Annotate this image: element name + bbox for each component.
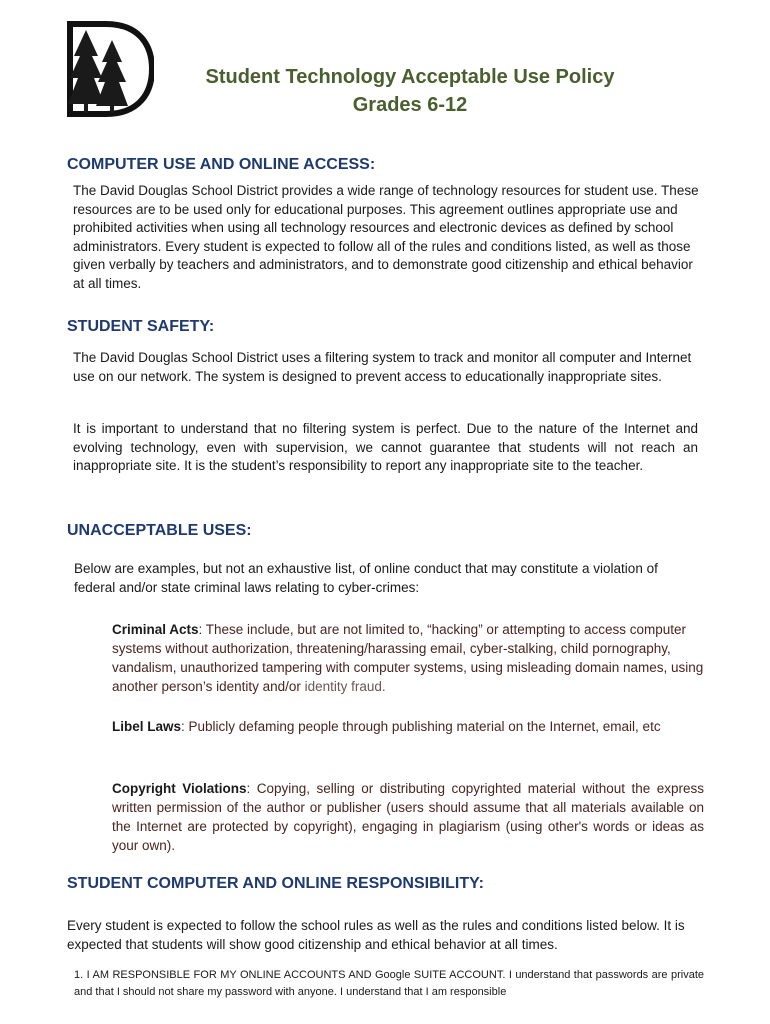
responsibility-item-1: 1. I AM RESPONSIBLE FOR MY ONLINE ACCOUNTS AND Google SUITE ACCOUNT. I understand that passwords are private and that I should not share my password with anyone. I understand that I am responsible	[74, 969, 704, 998]
responsibility-body: Every student is expected to follow the school rules as well as the rules and conditions listed below. It is expected that students will show good citizenship and ethical behavior at all times.	[67, 918, 685, 952]
criminal-acts-label: Criminal Acts	[112, 622, 199, 637]
heading-responsibility: STUDENT COMPUTER AND ONLINE RESPONSIBILITY:	[67, 875, 484, 892]
title-block	[160, 63, 660, 119]
heading-student-safety: STUDENT SAFETY:	[67, 318, 215, 335]
page-title: Student Technology Acceptable Use Policy	[205, 66, 615, 88]
libel-laws-label: Libel Laws	[112, 719, 182, 734]
unacceptable-intro: Below are examples, but not an exhaustive list, of online conduct that may constitute a violation of federal and/or state criminal laws relating to cyber-crimes:	[74, 561, 658, 595]
libel-laws-item	[112, 717, 672, 736]
criminal-acts-text: : These include, but are not limited to, “hacking” or attempting to access computer systems without authorization, threatening/harassing email, cyber-stalking, child pornography, vandalism, unauthorized tampering with computer systems, using misleading domain names, using another person’s identity and/or	[112, 622, 704, 694]
computer-use-body: The David Douglas School District provides a wide range of technology resources for student use. These resources are to be used only for educational purposes. This agreement outlines appropriate use and prohibited activities when using all technology resources and electronic devices as defined by school administrators. Every student is expected to follow all of the rules and conditions listed, as well as those given verbally by teachers and administrators, and to demonstrate good citizenship and ethical behavior at all times.	[73, 183, 699, 291]
libel-laws-text: : Publicly defaming people through publishing material on the Internet, email, etc	[181, 719, 661, 734]
district-logo	[66, 20, 154, 118]
page-subtitle: Grades 6-12	[352, 94, 468, 116]
safety-paragraph-2: It is important to understand that no filtering system is perfect. Due to the nature of the Internet and evolving technology, even with supervision, we cannot guarantee that students will not reach an inappropriate site. It is the student’s responsibility to report any inappropriate site to the teacher.	[73, 421, 698, 473]
copyright-violations-text: : Copying, selling or distributing copyrighted material without the express written permission of the author or publisher (users should assume that all materials available on the Internet are protected by copyright), engaging in plagiarism (using other's words or ideas as your own).	[112, 781, 704, 853]
heading-computer-use: COMPUTER USE AND ONLINE ACCESS:	[67, 156, 376, 173]
copyright-violations-item	[112, 779, 704, 855]
heading-unacceptable-uses: UNACCEPTABLE USES:	[67, 522, 252, 539]
criminal-acts-item	[112, 620, 704, 696]
criminal-acts-tail: identity fraud.	[304, 679, 386, 694]
safety-paragraph-1: The David Douglas School District uses a filtering system to track and monitor all computer and Internet use on our network. The system is designed to prevent access to educationally inappropriate sites.	[73, 350, 692, 384]
copyright-violations-label: Copyright Violations	[112, 781, 247, 796]
